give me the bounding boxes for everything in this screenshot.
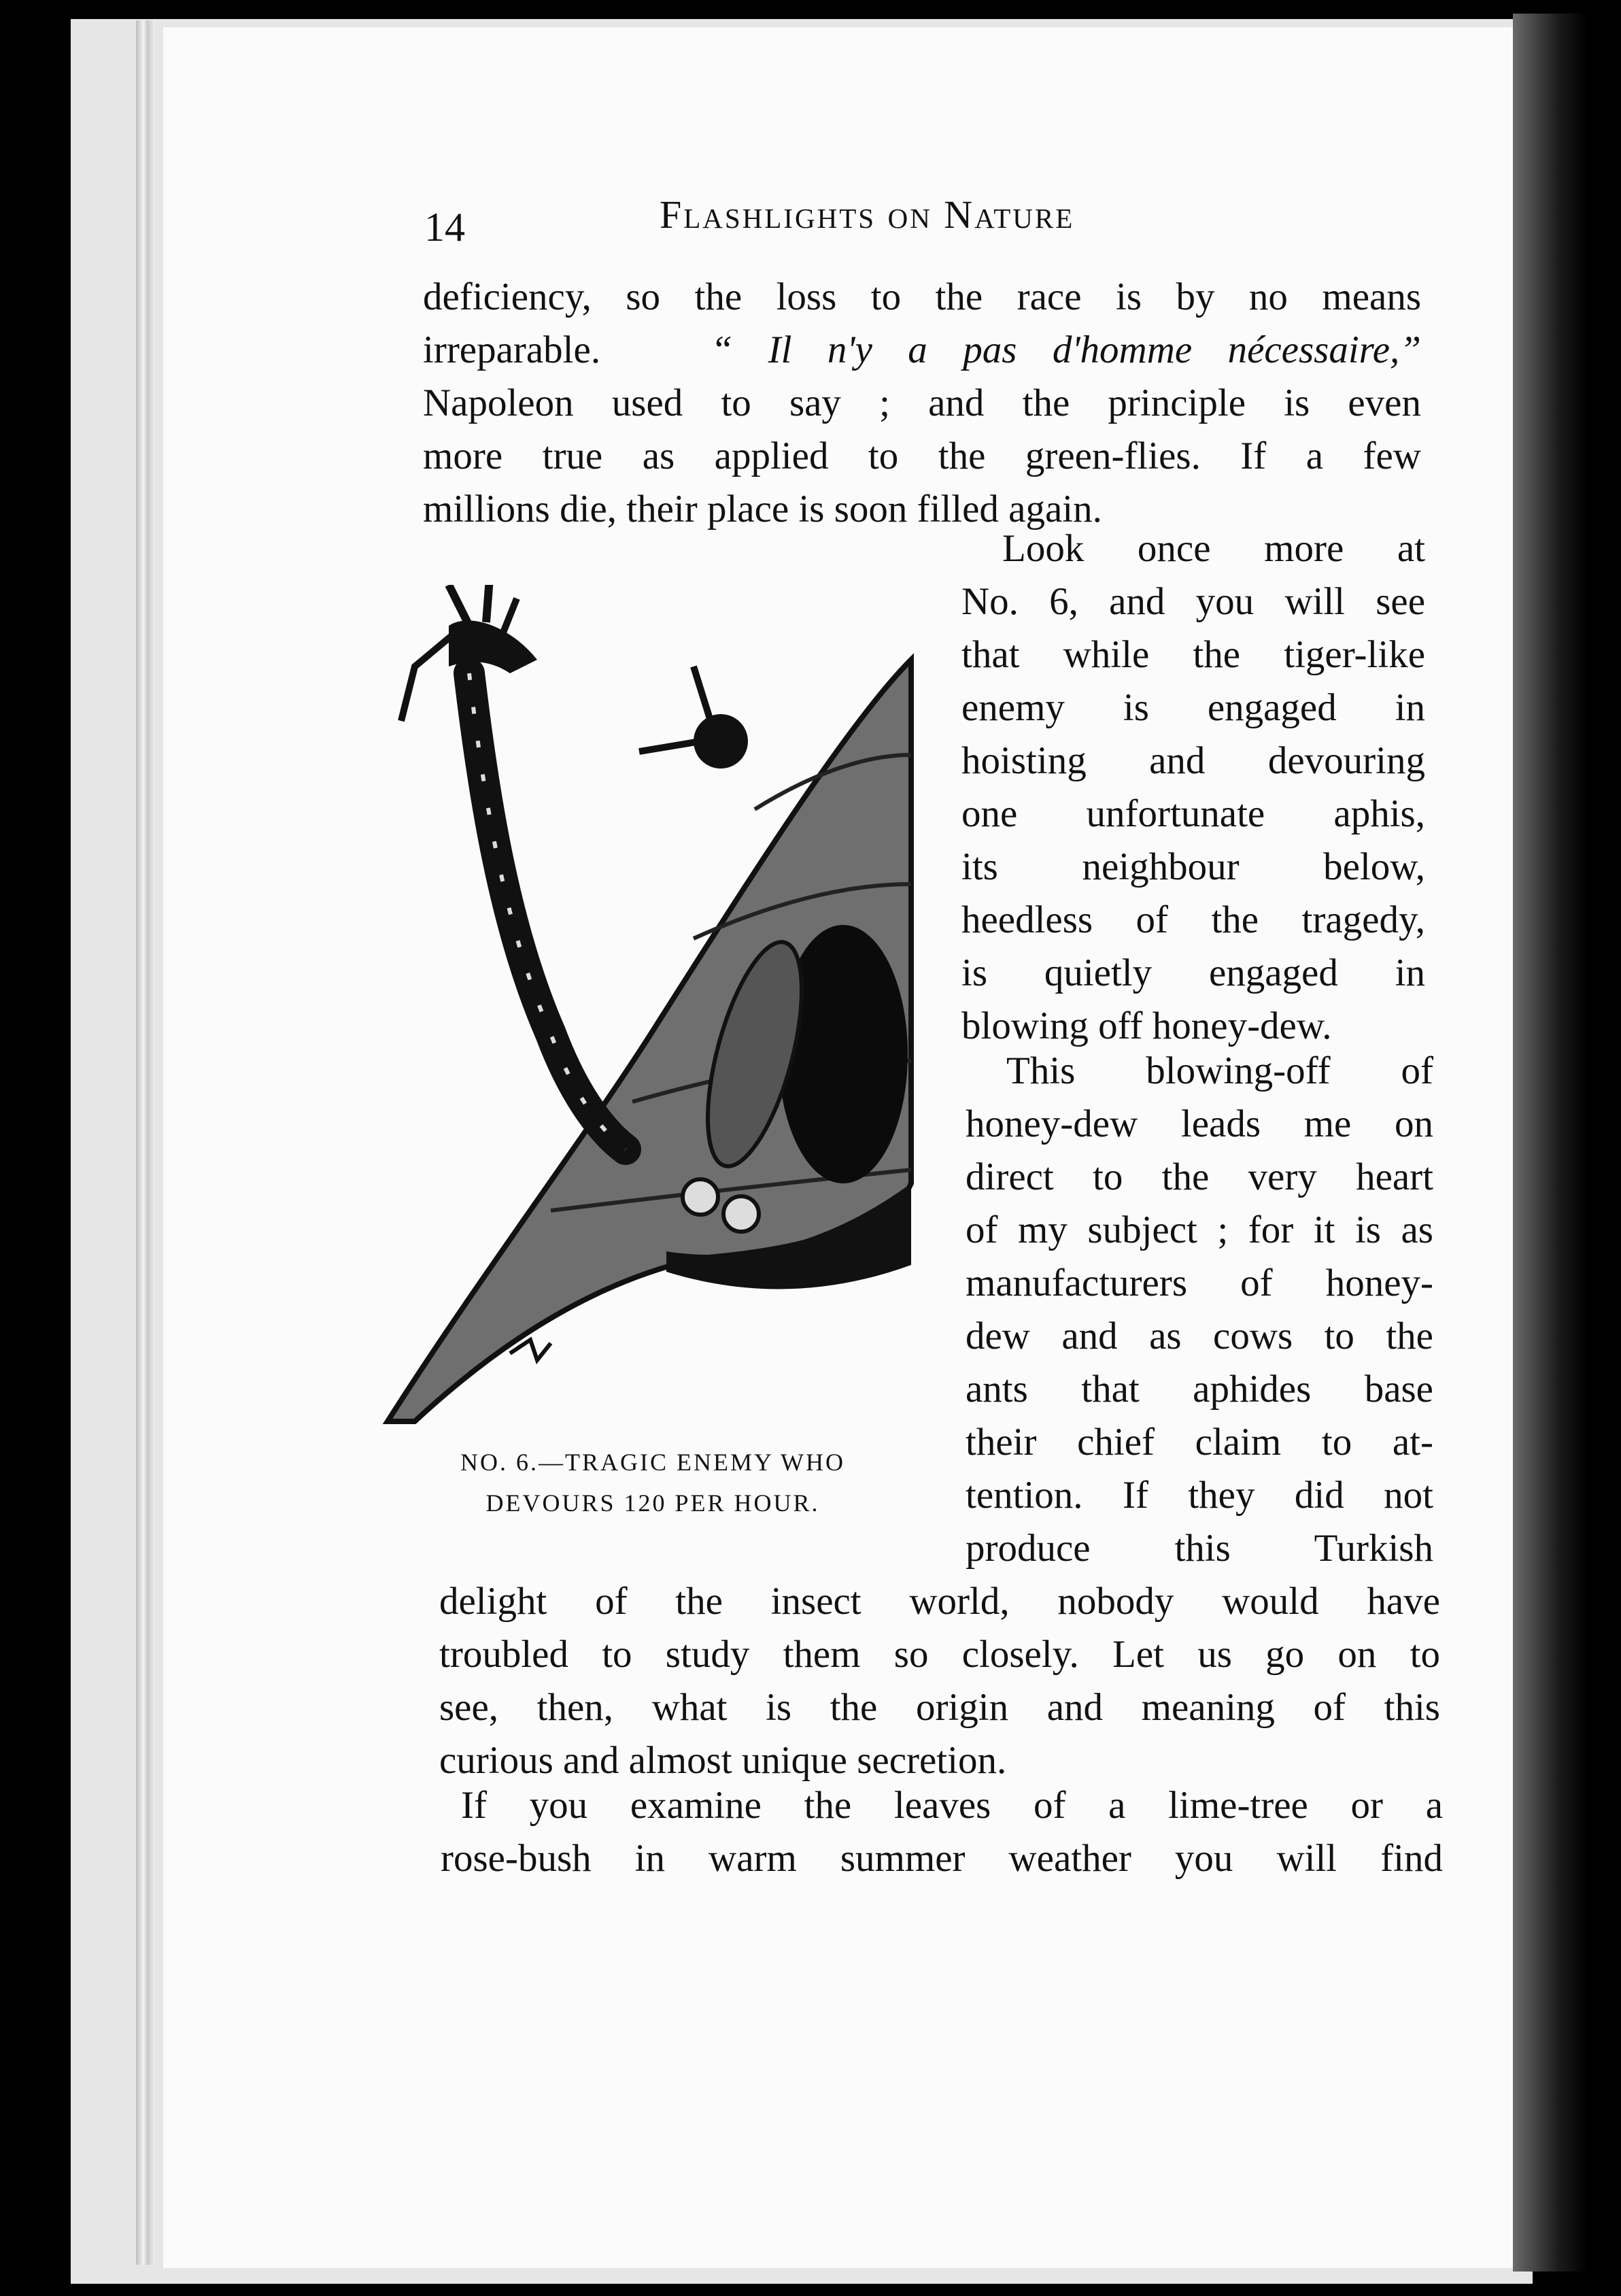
text-line: enemy is engaged in xyxy=(961,686,1425,729)
text-line: No. 6, and you will see xyxy=(961,580,1425,623)
text-line: manufacturers of honey- xyxy=(966,1262,1433,1304)
binding-shadow xyxy=(1513,14,1588,2272)
text-line: its neighbour below, xyxy=(961,845,1425,888)
paragraph-3 xyxy=(966,1045,1433,1575)
text-line: This blowing-off of xyxy=(1006,1049,1433,1092)
enemy-larva xyxy=(401,585,626,1149)
page-number: 14 xyxy=(424,205,465,250)
paragraph-3-continued xyxy=(439,1575,1440,1787)
text-line: Look once more at xyxy=(1002,527,1425,570)
caption-line-1: NO. 6.—TRAGIC ENEMY WHO xyxy=(460,1449,845,1476)
text-line: curious and almost unique secretion. xyxy=(439,1739,1007,1782)
text-line: tention. If they did not xyxy=(966,1474,1433,1517)
text-line: rose-bush in warm summer weather you will find xyxy=(441,1837,1443,1880)
text-line: that while the tiger-like xyxy=(961,633,1425,676)
quoted-phrase: “ Il n'y a pas d'homme nécessaire,” xyxy=(711,328,1421,371)
running-title xyxy=(660,192,1190,237)
text-line xyxy=(423,324,1421,377)
text-line: see, then, what is the origin and meaning of this xyxy=(439,1686,1440,1729)
caption-line-2: DEVOURS 120 PER HOUR. xyxy=(485,1489,820,1517)
text-line: heedless of the tragedy, xyxy=(961,898,1425,941)
text-line: direct to the very heart xyxy=(966,1155,1433,1198)
text-line: is quietly engaged in xyxy=(961,951,1425,994)
text-line: dew and as cows to the xyxy=(966,1315,1433,1357)
text-line: more true as applied to the green-flies. If a few xyxy=(423,435,1421,477)
text-line: produce this Turkish xyxy=(966,1527,1433,1570)
text-line: delight of the insect world, nobody would have xyxy=(439,1580,1440,1623)
text-line: their chief claim to at- xyxy=(966,1421,1433,1464)
text-line: one unfortunate aphis, xyxy=(961,792,1425,835)
text-line: millions die, their place is soon filled again. xyxy=(423,488,1102,530)
text-line: ants that aphides base xyxy=(966,1368,1433,1411)
figure-illustration xyxy=(374,585,918,1428)
text-line: If you examine the leaves of a lime-tree or a xyxy=(461,1784,1443,1827)
text-fragment: irreparable. xyxy=(423,328,601,371)
text-line: deficiency, so the loss to the race is by no means xyxy=(423,275,1421,318)
figure-caption xyxy=(408,1442,898,1523)
text-line: honey-dew leads me on xyxy=(966,1102,1433,1145)
paragraph-1 xyxy=(423,271,1421,536)
paragraph-4 xyxy=(441,1779,1443,1885)
text-line: blowing off honey-dew. xyxy=(961,1004,1332,1047)
paragraph-2 xyxy=(961,522,1425,1053)
page-stack-edge xyxy=(136,20,155,2265)
text-line: Napoleon used to say ; and the principle is even xyxy=(423,382,1421,424)
text-line: hoisting and devouring xyxy=(961,739,1425,782)
text-line: of my subject ; for it is as xyxy=(966,1209,1433,1251)
running-title-text: Flashlights on Nature xyxy=(660,192,1075,237)
text-line: troubled to study them so closely. Let us go on to xyxy=(439,1633,1440,1676)
